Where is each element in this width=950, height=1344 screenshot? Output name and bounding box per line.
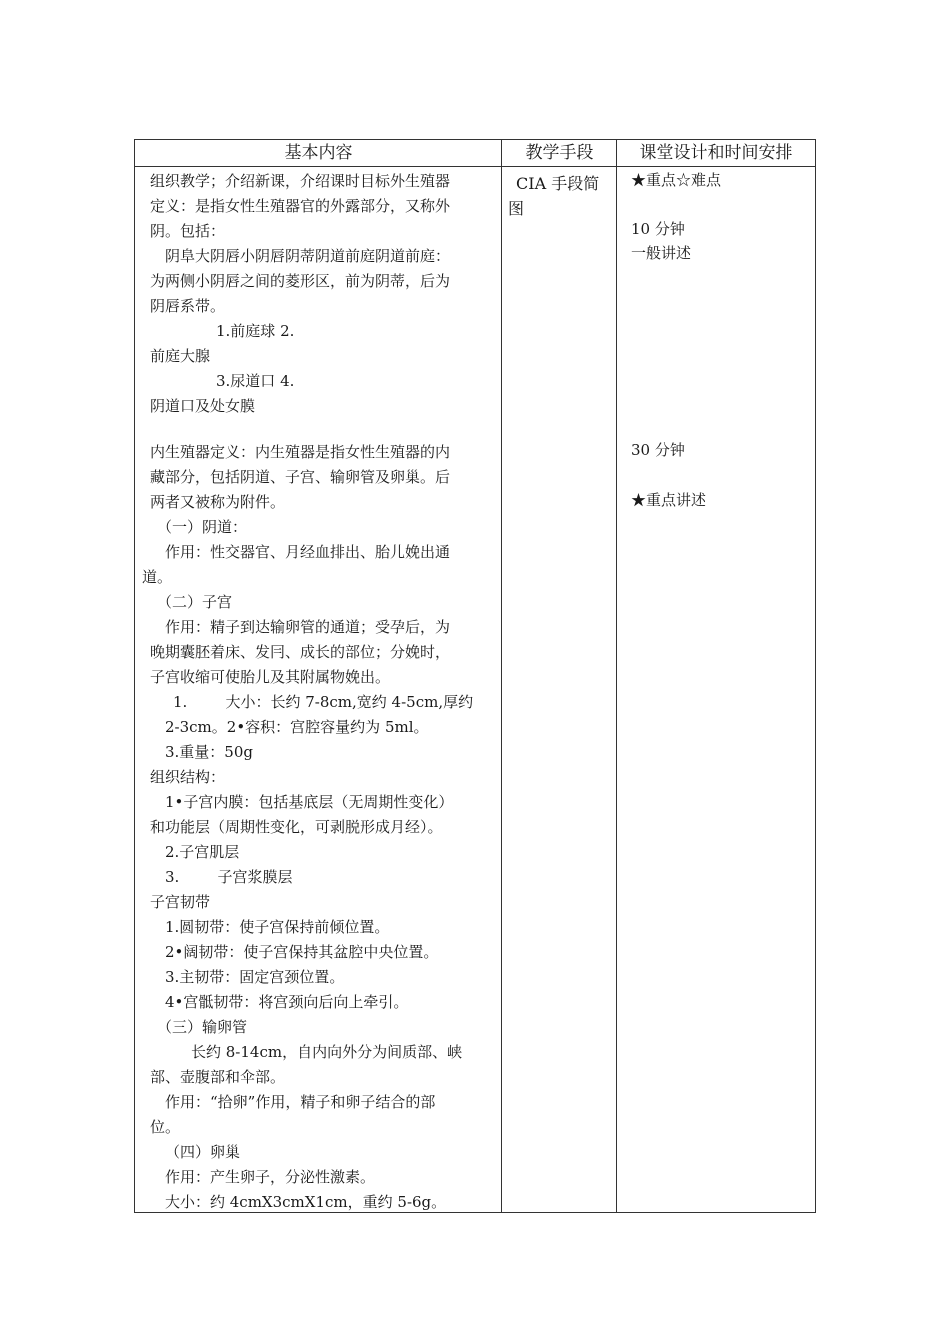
content-line: 3.尿道口 4. <box>216 372 295 390</box>
means-line: CIA 手段简 <box>516 174 600 193</box>
content-line: 3. 子宫浆膜层 <box>165 868 293 886</box>
header-teaching-means: 教学手段 <box>525 143 594 163</box>
content-line: 内生殖器定义：内生殖器是指女性生殖器的内 <box>150 443 451 461</box>
lesson-plan-table <box>134 139 816 1213</box>
content-line: （四）卵巢 <box>165 1143 241 1161</box>
content-line: 作用：精子到达输卵管的通道；受孕后，为 <box>165 618 451 636</box>
content-line: 3.主韧带：固定宫颈位置。 <box>165 968 345 986</box>
content-line: 阴唇系带。 <box>150 297 226 315</box>
content-line: 阴。包括： <box>150 222 226 240</box>
content-line: 子宫收缩可使胎儿及其附属物娩出。 <box>150 668 391 686</box>
content-line: 1.前庭球 2. <box>216 322 295 340</box>
content-line: 1.圆韧带：使子宫保持前倾位置。 <box>165 918 390 936</box>
content-line: 2•阔韧带：使子宫保持其盆腔中央位置。 <box>165 943 439 961</box>
design-column <box>617 140 815 1212</box>
design-line: 10 分钟 <box>631 220 685 238</box>
content-line: 晚期囊胚着床、发冃、成长的部位；分娩时， <box>150 643 451 661</box>
design-line: ★重点讲述 <box>631 491 707 509</box>
content-line: 2-3cm。2•容积：宫腔容量约为 5ml。 <box>165 718 429 736</box>
content-line: 藏部分，包括阴道、子宫、输卵管及卵巢。后 <box>150 468 451 486</box>
content-line: 阴道口及处女膜 <box>150 397 256 415</box>
design-line: 30 分钟 <box>631 441 685 459</box>
content-line: （二）子宫 <box>157 593 233 611</box>
header-class-design: 课堂设计和时间安排 <box>639 143 793 163</box>
content-line: 两者又被称为附件。 <box>150 493 286 511</box>
content-line: 前庭大腺 <box>150 347 211 365</box>
content-line: 和功能层（周期性变化，可剥脱形成月经）。 <box>150 818 443 836</box>
content-line: （三）输卵管 <box>157 1018 248 1036</box>
content-line: 阴阜大阴唇小阴唇阴蒂阴道前庭阴道前庭： <box>165 247 451 265</box>
content-line: 4•宫骶韧带：将宫颈向后向上牵引。 <box>165 993 409 1011</box>
content-line: 2.子宫肌层 <box>165 843 240 861</box>
content-line: 定义：是指女性生殖器官的外露部分，又称外 <box>150 197 451 215</box>
content-line: 作用：性交器官、月经血排出、胎儿娩出通 <box>165 543 451 561</box>
content-line: 作用：产生卵子，分泌性激素。 <box>165 1168 376 1186</box>
content-line: 道。 <box>142 568 173 586</box>
design-line: 一般讲述 <box>631 244 692 262</box>
table-header-row <box>135 140 815 167</box>
content-line: 3.重量：50g <box>165 743 254 761</box>
content-line: 为两侧小阴唇之间的菱形区，前为阴蒂，后为 <box>150 272 451 290</box>
content-line: 子宫韧带 <box>150 893 211 911</box>
means-line: 图 <box>508 199 525 218</box>
content-line: 作用：“拾卵”作用，精子和卵子结合的部 <box>165 1093 436 1111</box>
content-line: 部、壶腹部和伞部。 <box>150 1068 286 1086</box>
content-line: （一）阴道： <box>157 518 248 536</box>
content-line: 长约 8-14cm，自内向外分为间质部、峡 <box>191 1043 463 1061</box>
means-column <box>502 140 617 1212</box>
content-line: 组织教学；介绍新课，介绍课时目标外生殖器 <box>150 172 451 190</box>
content-line: 1•子宫内膜：包括基底层（无周期性变化） <box>165 793 454 811</box>
design-line: ★重点☆难点 <box>631 171 722 189</box>
content-line: 组织结构： <box>150 768 226 786</box>
header-basic-content: 基本内容 <box>284 143 353 163</box>
content-line: 1. 大小：长约 7-8cm,宽约 4-5cm,厚约 <box>173 693 474 711</box>
content-line: 大小：约 4cmX3cmX1cm，重约 5-6g。 <box>165 1193 447 1211</box>
content-line: 位。 <box>150 1118 181 1136</box>
